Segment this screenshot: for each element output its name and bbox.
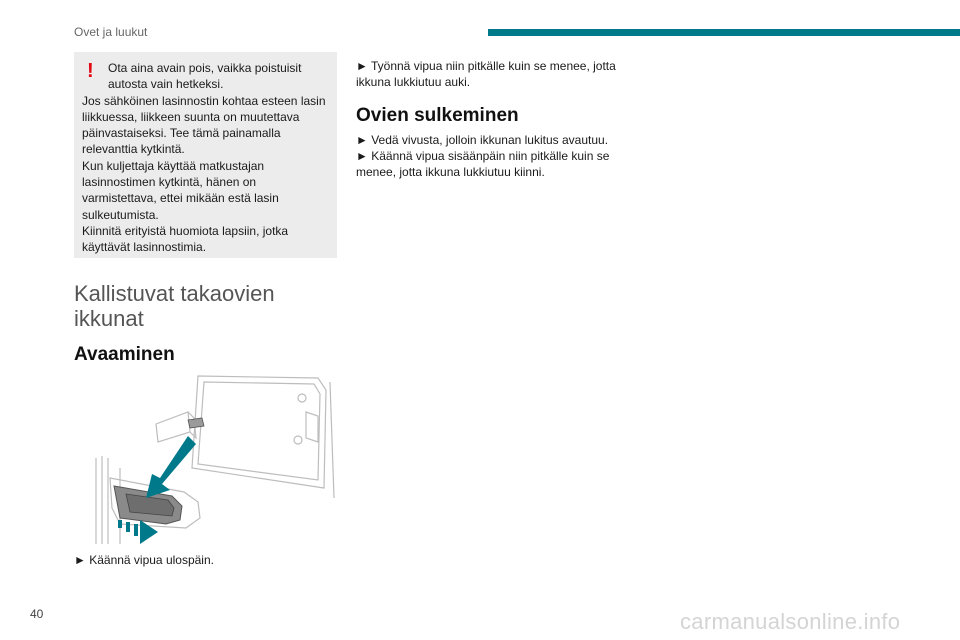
- window-lever-illustration: [80, 368, 338, 548]
- watermark: carmanualsonline.info: [680, 609, 901, 634]
- warning-line: Kun kuljettaja käyttää matkustajan lasinnostimen kytkintä, hänen on varmistettava, ettei mikään estä lasin sulkeutumista.: [82, 158, 279, 222]
- opening-title: Avaaminen: [74, 344, 175, 365]
- arrow-icon: [146, 436, 196, 498]
- lever: [114, 418, 204, 524]
- page-number: 40: [30, 607, 44, 621]
- closing-step-1: ► Vedä vivusta, jolloin ikkunan lukitus avautuu.: [356, 132, 609, 147]
- warning-box: [74, 52, 337, 258]
- section-title: Kallistuvat takaovien ikkunat: [74, 281, 275, 331]
- chapter-title: Ovet ja luukut: [74, 25, 148, 39]
- right-column: [356, 58, 626, 181]
- warning-line: Kiinnitä erityistä huomiota lapsiin, jotka käyttävät lasinnostimia.: [82, 223, 289, 255]
- closing-title: Ovien sulkeminen: [356, 104, 519, 126]
- opening-step-1: ► Käännä vipua ulospäin.: [74, 553, 214, 567]
- opening-step-2: ► Työnnä vipua niin pitkälle kuin se menee, jotta ikkuna lukkiutuu auki.: [356, 59, 616, 90]
- header-accent-bar: [488, 29, 960, 36]
- dotted-arrow-icon: [118, 520, 158, 544]
- warning-lead: Ota aina avain pois, vaikka poistuisit autosta vain hetkeksi.: [108, 61, 302, 92]
- warning-line: Jos sähköinen lasinnostin kohtaa esteen lasin liikkuessa, liikkeen suunta on muutettava päinvastaiseksi. Tee tämä painamalla relevanttia kytkintä.: [82, 93, 326, 157]
- closing-step-2: ► Käännä vipua sisäänpäin niin pitkälle kuin se menee, jotta ikkuna lukkiutuu kiinni.: [356, 149, 610, 180]
- exclamation-icon: !: [87, 60, 94, 82]
